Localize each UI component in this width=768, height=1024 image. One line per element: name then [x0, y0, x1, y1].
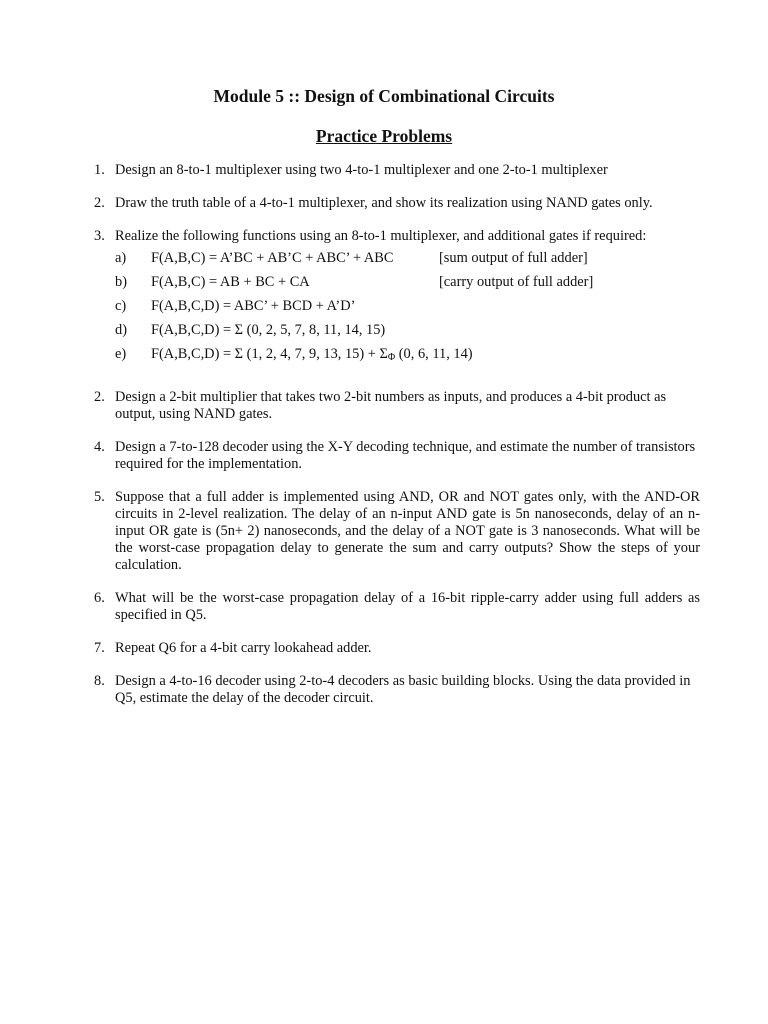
- problem-text: Suppose that a full adder is implemented using AND, OR and NOT gates only, with the AND-OR circuits in 2-level realization. The delay of an n-input AND gate is 5n nanoseconds, delay of an n-input OR gate is (5n+ 2) nanoseconds, and the delay of a NOT gate is 3 nanoseconds. What will be the worst-case propagation delay to generate the sum and carry outputs? Show the steps of your calculation.: [115, 489, 700, 573]
- problem-item: [94, 389, 700, 423]
- document-title: Module 5 :: Design of Combinational Circuits: [213, 86, 555, 106]
- problem-number: 4.: [94, 439, 105, 455]
- problem-number: 6.: [94, 590, 105, 606]
- problem-number: 5.: [94, 489, 105, 505]
- problem-item: [94, 640, 700, 657]
- document-subtitle: Practice Problems: [315, 126, 453, 146]
- subitem: [115, 250, 700, 267]
- problem-number: 2.: [94, 389, 105, 405]
- subitem-formula: F(A,B,C) = AB + BC + CA: [151, 274, 310, 290]
- problem-text: Repeat Q6 for a 4-bit carry lookahead adder.: [115, 640, 372, 656]
- problem-number: 7.: [94, 640, 105, 656]
- subitem-formula: F(A,B,C,D) = ABC’ + BCD + A’D’: [151, 298, 356, 314]
- problem-text: Draw the truth table of a 4-to-1 multiplexer, and show its realization using NAND gates only.: [115, 195, 653, 211]
- problem-text: Realize the following functions using an 8-to-1 multiplexer, and additional gates if required:: [115, 228, 647, 244]
- subitem: [115, 346, 700, 366]
- subitem-formula-subscript: Φ: [387, 352, 396, 363]
- problem-number: 1.: [94, 162, 105, 178]
- problem-text: Design an 8-to-1 multiplexer using two 4-to-1 multiplexer and one 2-to-1 multiplexer: [115, 162, 608, 178]
- subitem-label: d): [115, 322, 127, 338]
- subitem: [115, 322, 700, 339]
- subitem-formula: F(A,B,C,D) = Σ (1, 2, 4, 7, 9, 13, 15) + Σ: [151, 346, 388, 362]
- problem-item: [94, 673, 700, 707]
- subitem-list: [115, 250, 700, 366]
- problem-body: [115, 228, 700, 373]
- subitem: [115, 298, 700, 315]
- problem-list: [94, 162, 700, 723]
- subitem-formula-wrap: [151, 346, 700, 366]
- subitem-formula-tail: (0, 6, 11, 14): [395, 346, 473, 362]
- problem-item: [94, 590, 700, 624]
- problem-text: Design a 7-to-128 decoder using the X-Y decoding technique, and estimate the number of transistors required for the implementation.: [115, 439, 696, 472]
- subitem: [115, 274, 700, 291]
- problem-item: [94, 162, 700, 179]
- problem-item: [94, 439, 700, 473]
- problem-item: [94, 489, 700, 574]
- subitem-note: [carry output of full adder]: [439, 274, 594, 290]
- problem-number: 2.: [94, 195, 105, 211]
- problem-number: 3.: [94, 228, 105, 244]
- subitem-label: b): [115, 274, 127, 290]
- problem-item: [94, 195, 700, 212]
- subitem-label: c): [115, 298, 127, 314]
- subitem-formula: F(A,B,C,D) = Σ (0, 2, 5, 7, 8, 11, 14, 15): [151, 322, 386, 338]
- subitem-label: e): [115, 346, 127, 362]
- subitem-formula: F(A,B,C) = A’BC + AB’C + ABC’ + ABC: [151, 250, 394, 266]
- problem-text: Design a 4-to-16 decoder using 2-to-4 decoders as basic building blocks. Using the data provided in Q5, estimate the delay of the decoder circuit.: [115, 673, 691, 706]
- subitem-note: [sum output of full adder]: [439, 250, 588, 266]
- problem-number: 8.: [94, 673, 105, 689]
- problem-text: Design a 2-bit multiplier that takes two 2-bit numbers as inputs, and produces a 4-bit product as output, using NAND gates.: [115, 389, 667, 422]
- problem-text: What will be the worst-case propagation delay of a 16-bit ripple-carry adder using full adders as specified in Q5.: [115, 590, 700, 623]
- problem-item: [94, 228, 700, 373]
- subitem-label: a): [115, 250, 127, 266]
